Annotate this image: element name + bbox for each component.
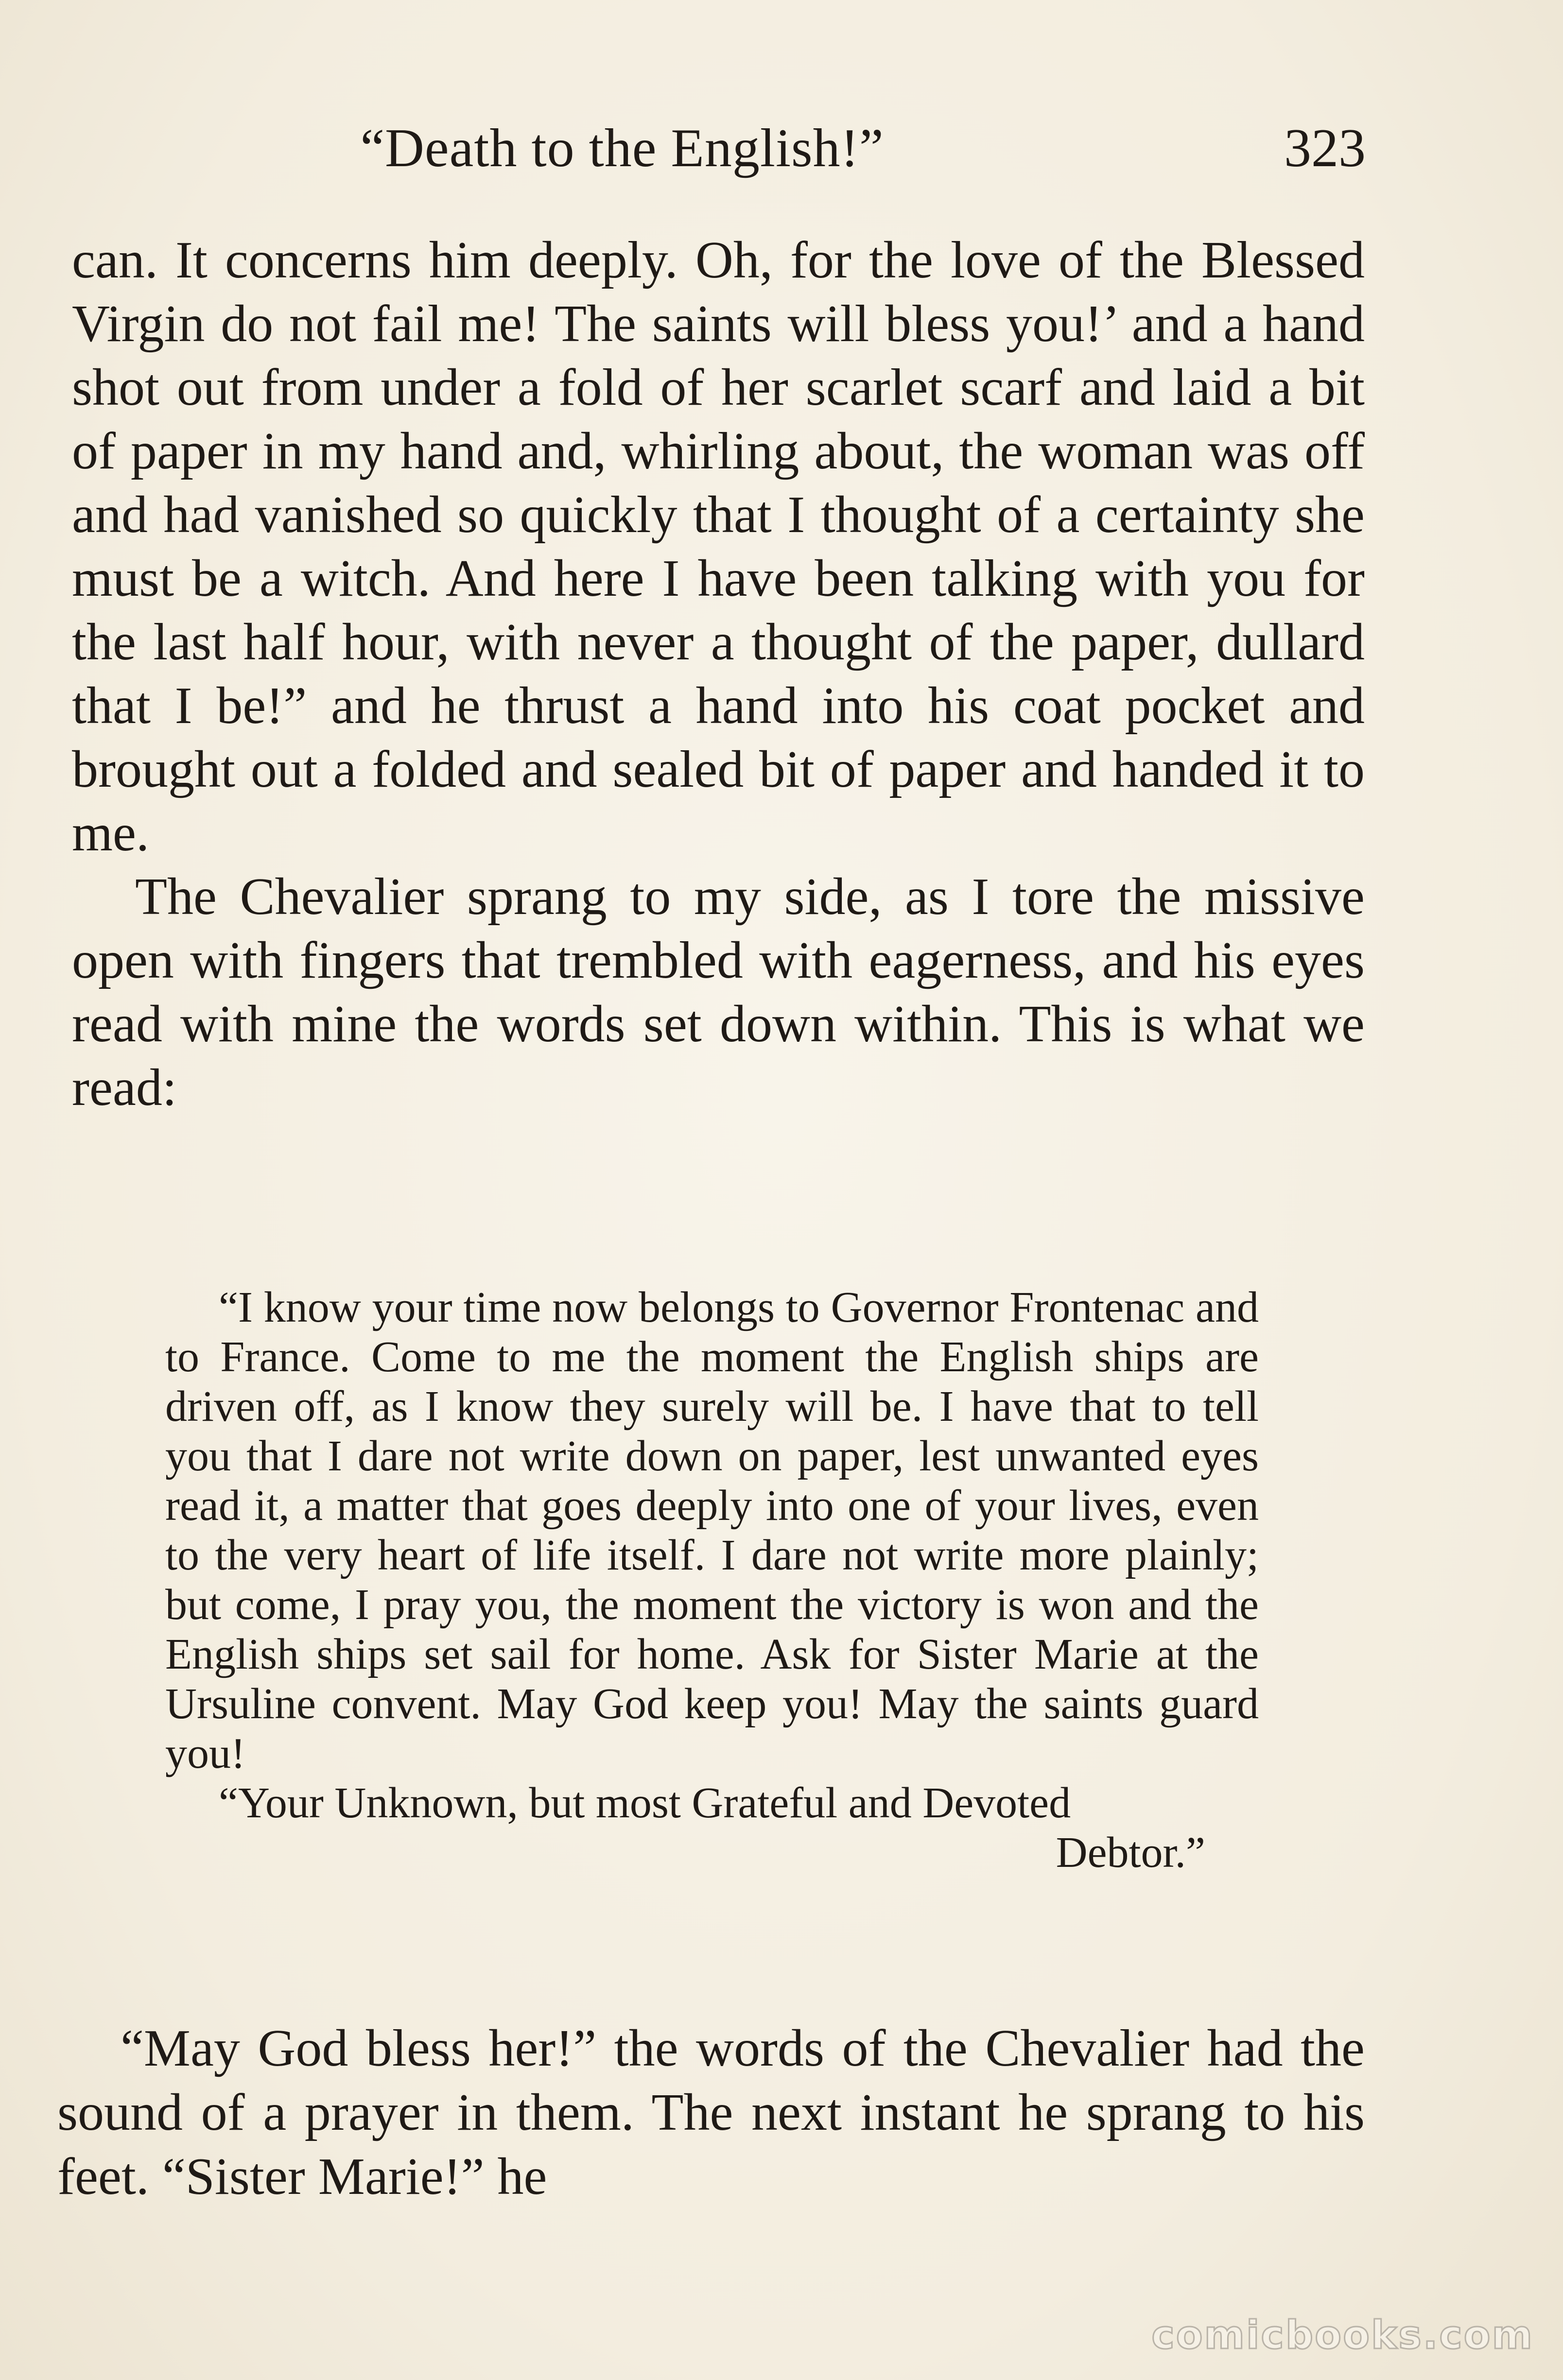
closing-paragraph: “May God bless her!” the words of the Chevalier had the sound of a prayer in them. The next instant he sprang to his feet. “Sister Marie!” he <box>57 2019 1365 2206</box>
page-number: 323 <box>1284 118 1366 178</box>
paragraph-2: The Chevalier sprang to my side, as I tore the missive open with fingers that trembled with eagerness, and his eyes read with mine the words set down within. This is what we read: <box>72 868 1365 1117</box>
running-head: “Death to the English!” <box>360 118 884 178</box>
watermark-logo: comicbooks.com <box>1151 2312 1534 2358</box>
paragraph-1: can. It concerns him deeply. Oh, for the love of the Blessed Virgin do not fail me! The saints will bless you!’ and a hand shot out from under a fold of her scarlet scarf and laid a bit of paper in my hand and, whirling about, the woman was off and had vanished so quickly that I thought of a certainty she must be a witch. And here I have been talking with you for the last half hour, with never a thought of the paper, dullard that I be!” and he thrust a hand into his coat pocket and brought out a folded and sealed bit of paper and handed it to me. <box>72 231 1365 862</box>
page-header <box>73 112 1366 185</box>
letter-signature-line: “Your Unknown, but most Grateful and Devoted <box>219 1779 1071 1827</box>
closing-text <box>57 2017 1365 2209</box>
letter-text: “I know your time now belongs to Governor Frontenac and to France. Come to me the moment the English ships are driven off, as I know they surely will be. I have that to tell you that I dare not write down on paper, lest unwanted eyes read it, a matter that goes deeply into one of your lives, even to the very heart of life itself. I dare not write more plainly; but come, I pray you, the moment the victory is won and the English ships set sail for home. Ask for Sister Marie at the Ursuline convent. May God keep you! May the saints guard you! <box>165 1283 1259 1777</box>
quoted-letter <box>165 1283 1259 1878</box>
letter-signature-end: Debtor.” <box>1056 1828 1205 1877</box>
body-text <box>72 228 1365 1120</box>
